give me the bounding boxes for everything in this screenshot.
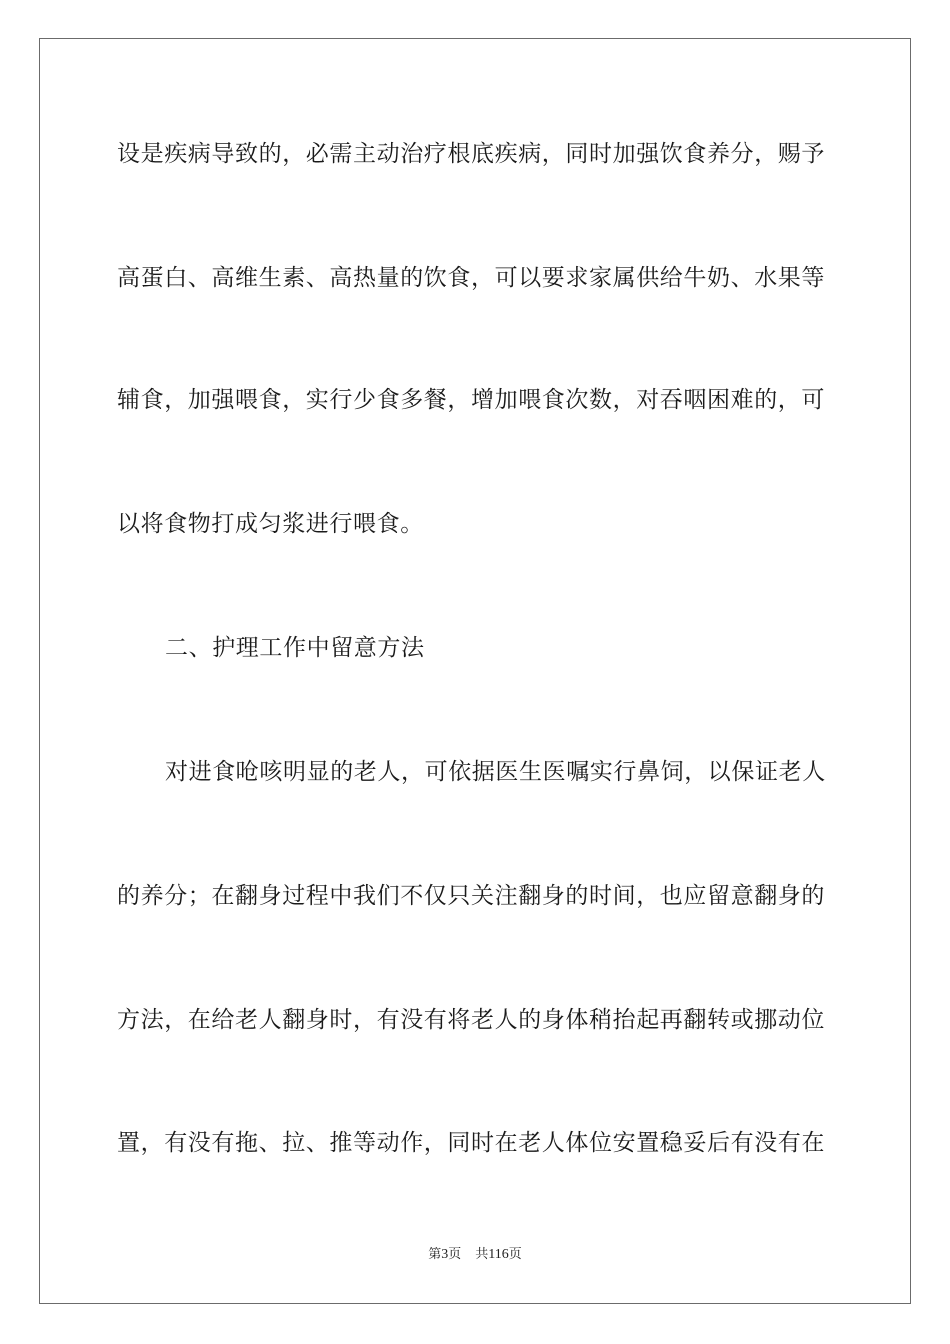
paragraph-line-7: 方法，在给老人翻身时，有没有将老人的身体稍抬起再翻转或挪动位 bbox=[117, 1007, 825, 1033]
paragraph-line-8: 置，有没有拖、拉、推等动作，同时在老人体位安置稳妥后有没有在 bbox=[117, 1130, 825, 1156]
paragraph-line-6: 的养分；在翻身过程中我们不仅只关注翻身的时间，也应留意翻身的 bbox=[117, 883, 825, 909]
paragraph-line-3: 辅食，加强喂食，实行少食多餐，增加喂食次数，对吞咽困难的，可 bbox=[117, 387, 825, 413]
section-heading: 二、护理工作中留意方法 bbox=[165, 635, 425, 661]
total-suffix: 页 bbox=[508, 1247, 522, 1262]
paragraph-line-2: 高蛋白、高维生素、高热量的饮食，可以要求家属供给牛奶、水果等 bbox=[117, 265, 825, 291]
paragraph-line-1: 设是疾病导致的，必需主动治疗根底疾病，同时加强饮食养分，赐予 bbox=[117, 141, 825, 167]
page-suffix: 页 bbox=[448, 1247, 462, 1262]
page-border bbox=[39, 38, 911, 1304]
paragraph-line-5: 对进食呛咳明显的老人，可依据医生医嘱实行鼻饲，以保证老人 bbox=[165, 759, 826, 785]
paragraph-line-4: 以将食物打成匀浆进行喂食。 bbox=[117, 511, 424, 537]
page-number: 3 bbox=[441, 1247, 449, 1262]
total-pages: 116 bbox=[488, 1247, 509, 1262]
page-footer bbox=[0, 1246, 950, 1264]
page-prefix: 第 bbox=[428, 1247, 442, 1262]
total-prefix: 共 bbox=[475, 1247, 489, 1262]
